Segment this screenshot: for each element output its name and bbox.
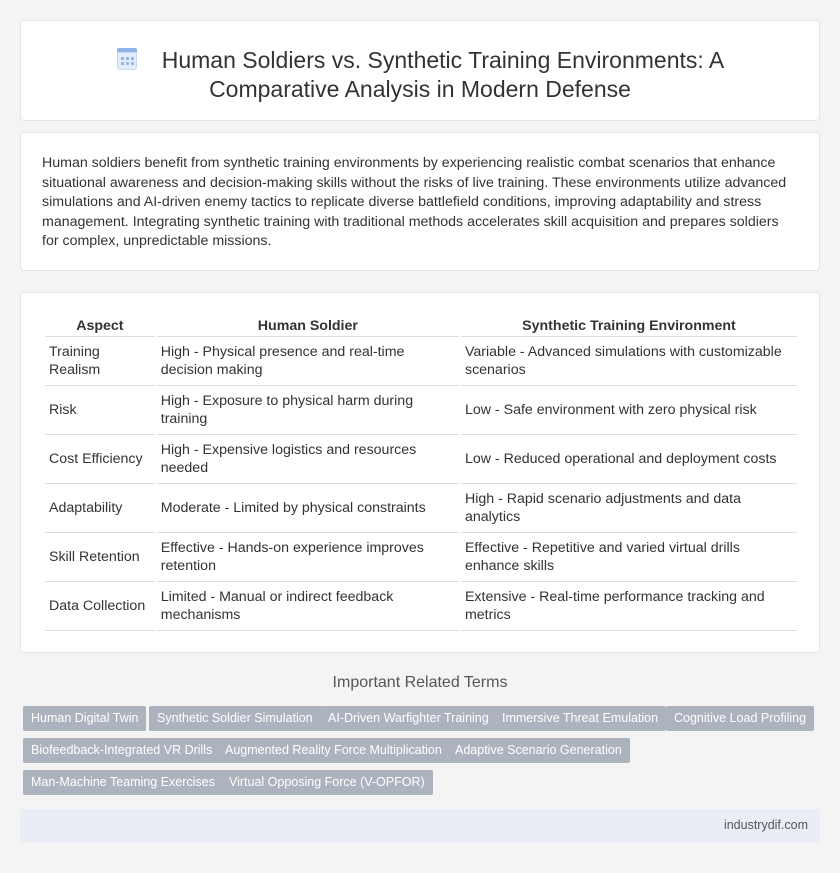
footer-site-link[interactable]: industrydif.com <box>723 818 808 832</box>
aspect-cell: Training Realism <box>45 337 155 386</box>
aspect-cell: Cost Efficiency <box>45 435 155 484</box>
table-header-row <box>45 313 797 337</box>
tag-immersive-threat-emulation[interactable]: Immersive Threat Emulation <box>494 706 666 731</box>
human-cell: High - Physical presence and real-time decision making <box>157 337 459 386</box>
comparison-table <box>43 313 799 631</box>
human-cell: Effective - Hands-on experience improves retention <box>157 533 459 582</box>
tag-ar-force-multiplication[interactable]: Augmented Reality Force Multiplication <box>217 738 450 763</box>
table-row <box>45 435 797 484</box>
table-row <box>45 533 797 582</box>
aspect-cell: Adaptability <box>45 484 155 533</box>
page-title: Human Soldiers vs. Synthetic Training Environments: A Comparative Analysis in Modern Defense <box>161 47 725 102</box>
synthetic-cell: Low - Reduced operational and deployment costs <box>461 435 797 484</box>
tag-ai-driven-warfighter-training[interactable]: AI-Driven Warfighter Training <box>320 706 497 731</box>
header-synthetic-environment: Synthetic Training Environment <box>461 313 797 337</box>
human-cell: Limited - Manual or indirect feedback mechanisms <box>157 582 459 631</box>
table-row <box>45 484 797 533</box>
synthetic-cell: Low - Safe environment with zero physical risk <box>461 386 797 435</box>
related-terms-title: Important Related Terms <box>332 674 508 691</box>
synthetic-cell: High - Rapid scenario adjustments and data analytics <box>461 484 797 533</box>
aspect-cell: Data Collection <box>45 582 155 631</box>
title-card <box>20 20 820 121</box>
aspect-cell: Risk <box>45 386 155 435</box>
human-cell: High - Expensive logistics and resources needed <box>157 435 459 484</box>
intro-card <box>20 132 820 271</box>
footer <box>20 809 820 842</box>
synthetic-cell: Extensive - Real-time performance tracking and metrics <box>461 582 797 631</box>
human-cell: High - Exposure to physical harm during training <box>157 386 459 435</box>
tag-adaptive-scenario-generation[interactable]: Adaptive Scenario Generation <box>447 738 630 763</box>
page-title-wrap <box>21 46 819 104</box>
comparison-card <box>20 292 820 653</box>
human-cell: Moderate - Limited by physical constraints <box>157 484 459 533</box>
intro-text: Human soldiers benefit from synthetic training environments by experiencing realistic combat scenarios that enhance situational awareness and decision-making skills without the risks of live training. These environments utilize advanced simulations and AI-driven enemy tactics to replicate diverse battlefield conditions, improving adaptability and stress management. Integrating synthetic training with traditional methods accelerates skill acquisition and prepares soldiers for complex, unpredictable missions. <box>42 155 787 249</box>
table-row <box>45 337 797 386</box>
synthetic-cell: Effective - Repetitive and varied virtual drills enhance skills <box>461 533 797 582</box>
tag-biofeedback-vr-drills[interactable]: Biofeedback-Integrated VR Drills <box>23 738 220 763</box>
tag-cognitive-load-profiling[interactable]: Cognitive Load Profiling <box>666 706 814 731</box>
header-human-soldier: Human Soldier <box>157 313 459 337</box>
table-row <box>45 386 797 435</box>
calendar-icon <box>116 48 138 70</box>
synthetic-cell: Variable - Advanced simulations with customizable scenarios <box>461 337 797 386</box>
tag-man-machine-teaming[interactable]: Man-Machine Teaming Exercises <box>23 770 223 795</box>
table-row <box>45 582 797 631</box>
tag-human-digital-twin[interactable]: Human Digital Twin <box>23 706 146 731</box>
aspect-cell: Skill Retention <box>45 533 155 582</box>
tag-virtual-opposing-force[interactable]: Virtual Opposing Force (V-OPFOR) <box>221 770 433 795</box>
tag-synthetic-soldier-simulation[interactable]: Synthetic Soldier Simulation <box>149 706 321 731</box>
header-aspect: Aspect <box>45 313 155 337</box>
